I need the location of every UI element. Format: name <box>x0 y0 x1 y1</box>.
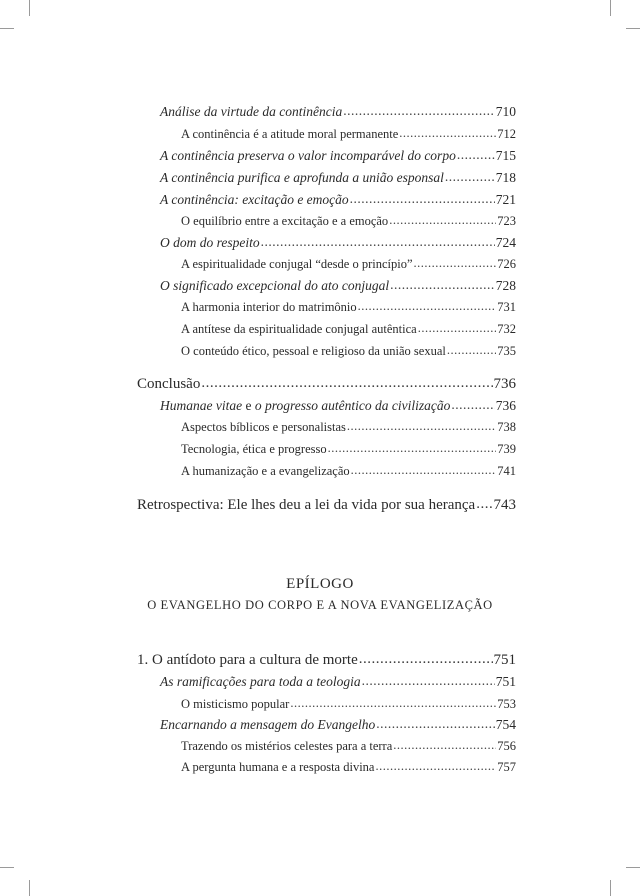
dot-leader <box>362 673 495 689</box>
toc-entry <box>137 652 516 669</box>
toc-entry-page: 756 <box>497 739 516 753</box>
crop-mark-top-right-h <box>626 28 640 29</box>
toc-entry-page: 751 <box>493 652 516 668</box>
toc-entry-title: As ramificações para toda a teologia <box>160 674 361 689</box>
toc-entry-title: Retrospectiva: Ele lhes deu a lei da vida por sua herança <box>137 497 476 513</box>
dot-leader <box>376 716 495 732</box>
dot-leader <box>358 299 497 314</box>
crop-mark-bottom-right-h <box>626 867 640 868</box>
toc-entry-title: A continência purifica e aprofunda a união esponsal <box>160 170 444 185</box>
toc-entry-title: A espiritualidade conjugal “desde o princípio” <box>181 257 413 271</box>
toc-entry-title: O conteúdo ético, pessoal e religioso da união sexual <box>181 344 446 358</box>
toc-entry <box>181 442 516 457</box>
dot-leader <box>476 496 492 513</box>
toc-entry-page: 726 <box>497 257 516 271</box>
dot-leader <box>347 419 496 434</box>
toc-entry-page: 721 <box>495 192 516 207</box>
dot-leader <box>414 256 497 271</box>
toc-entry <box>160 717 516 733</box>
toc-entry-page: 754 <box>495 717 516 732</box>
toc-entry <box>160 278 516 294</box>
crop-mark-top-right <box>610 0 611 16</box>
toc-entry-page: 724 <box>495 235 516 250</box>
toc-entry <box>181 300 516 315</box>
toc-entry-page: 712 <box>497 127 516 141</box>
toc-entry <box>160 104 516 120</box>
dot-leader <box>375 759 496 774</box>
toc-entry-title: A continência preserva o valor incomparável do corpo <box>160 148 456 163</box>
dot-leader <box>457 147 495 163</box>
toc-entry-title: O significado excepcional do ato conjugal <box>160 278 390 293</box>
dot-leader <box>447 343 496 358</box>
toc-entry-page: 736 <box>493 376 516 392</box>
toc-entry-page: 732 <box>497 322 516 336</box>
dot-leader <box>445 169 495 185</box>
toc-entry-page: 723 <box>497 214 516 228</box>
toc-entry-title: Trazendo os mistérios celestes para a terra <box>181 739 393 753</box>
dot-leader <box>290 696 496 711</box>
crop-mark-bottom-right <box>610 880 611 896</box>
toc-entry-conclusao <box>137 376 516 393</box>
toc-entry <box>160 170 516 186</box>
toc-entry-page: 731 <box>497 300 516 314</box>
dot-leader <box>451 397 494 413</box>
toc-entry-title: A antítese da espiritualidade conjugal autêntica <box>181 322 417 336</box>
toc-entry-title: Aspectos bíblicos e personalistas <box>181 420 346 434</box>
dot-leader <box>350 191 495 207</box>
toc-entry-title: Análise da virtude da continência <box>160 104 343 119</box>
epilogue-subtitle: O EVANGELHO DO CORPO E A NOVA EVANGELIZAÇÃO <box>147 598 493 612</box>
crop-mark-bottom-left-h <box>0 867 14 868</box>
toc-entry-title: O dom do respeito <box>160 235 260 250</box>
toc-entry-page: 757 <box>497 760 516 774</box>
toc-entry-title: O equilíbrio entre a excitação e a emoção <box>181 214 389 228</box>
toc-entry-title <box>160 398 450 414</box>
dot-leader <box>201 375 492 392</box>
toc-entry-title: A harmonia interior do matrimônio <box>181 300 357 314</box>
dot-leader <box>328 441 497 456</box>
toc-entry-page: 715 <box>495 148 516 163</box>
toc-entry-title: A continência: excitação e emoção <box>160 192 349 207</box>
toc-entry-page: 718 <box>495 170 516 185</box>
dot-leader <box>390 277 495 293</box>
toc-entry-title: A continência é a atitude moral permanente <box>181 127 399 141</box>
dot-leader <box>393 738 496 753</box>
toc-entry-page: 735 <box>497 344 516 358</box>
toc-entry <box>160 235 516 251</box>
toc-entry-page: 738 <box>497 420 516 434</box>
crop-mark-top-left <box>29 0 30 16</box>
toc-entry <box>181 322 516 337</box>
toc-entry <box>181 420 516 435</box>
toc-entry <box>160 674 516 690</box>
toc-entry-title: O misticismo popular <box>181 697 290 711</box>
toc-entry-title: Conclusão <box>137 376 201 392</box>
title-italic-part: o progresso autêntico da civilização <box>254 398 451 413</box>
toc-entry <box>181 257 516 272</box>
toc-entry <box>160 192 516 208</box>
title-italic-part: Humanae vitae <box>160 398 243 413</box>
toc-entry-title: 1. O antídoto para a cultura de morte <box>137 652 358 668</box>
toc-entry-title: A pergunta humana e a resposta divina <box>181 760 375 774</box>
toc-entry <box>181 127 516 142</box>
epilogue-heading: EPÍLOGO <box>286 576 354 592</box>
toc-entry <box>181 760 516 775</box>
toc-entry <box>181 214 516 229</box>
toc-entry <box>160 398 516 414</box>
dot-leader <box>261 234 495 250</box>
toc-entry-retrospectiva <box>137 497 516 514</box>
toc-entry-page: 739 <box>497 442 516 456</box>
toc-entry <box>160 148 516 164</box>
dot-leader <box>343 103 495 119</box>
toc-entry-page: 741 <box>497 464 516 478</box>
title-roman-part: e <box>242 398 255 413</box>
dot-leader <box>418 321 497 336</box>
toc-entry-page: 710 <box>495 104 516 119</box>
dot-leader <box>389 213 496 228</box>
toc-entry-title: Encarnando a mensagem do Evangelho <box>160 717 376 732</box>
toc-entry-page: 753 <box>497 697 516 711</box>
toc-entry <box>181 344 516 359</box>
toc-entry-page: 728 <box>495 278 516 293</box>
toc-entry-page: 751 <box>495 674 516 689</box>
toc-entry-title: Tecnologia, ética e progresso <box>181 442 327 456</box>
toc-entry <box>181 697 516 712</box>
toc-entry <box>181 464 516 479</box>
dot-leader <box>359 651 493 668</box>
toc-entry-page: 743 <box>493 497 516 513</box>
toc-entry <box>181 739 516 754</box>
toc-entry-page: 736 <box>495 398 516 413</box>
dot-leader <box>399 126 496 141</box>
toc-entry-title: A humanização e a evangelização <box>181 464 350 478</box>
dot-leader <box>351 463 497 478</box>
crop-mark-bottom-left <box>29 880 30 896</box>
crop-mark-top-left-h <box>0 28 14 29</box>
